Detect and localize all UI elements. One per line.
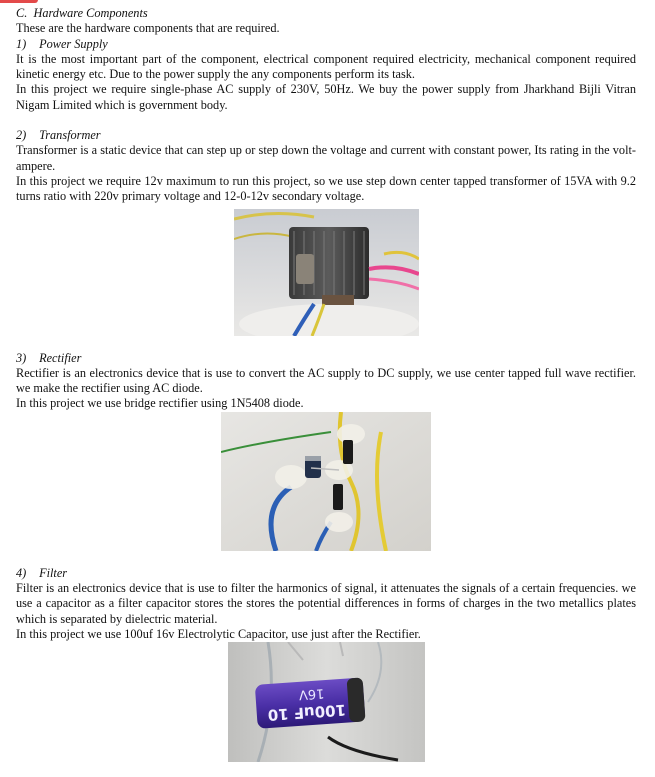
filter-heading: [16, 566, 636, 581]
rectifier-number: 3): [16, 350, 27, 365]
transformer-heading: [16, 128, 636, 143]
transformer-photo: [234, 209, 419, 336]
capacitor-label-capacitance: 100uF 10: [266, 700, 347, 725]
filter-paragraph-1: Filter is an electronics device that is use to filter the harmonics of signal, it attenuates the signals of a certain frequencies. we use a capacitor as a filter capacitor stores the stores the potential differences in forms of charges in the two metallics plates which is separated by dielectric material.: [16, 581, 636, 626]
section-heading: [16, 6, 636, 21]
transformer-paragraph-1: Transformer is a static device that can step up or step down the voltage and current with constant power, Its rating in the volt-ampere.: [16, 143, 636, 173]
power-supply-number: 1): [16, 36, 27, 51]
rectifier-heading: [16, 351, 636, 366]
power-supply-paragraph-2: In this project we require single-phase AC supply of 230V, 50Hz. We buy the power supply from Jharkhand Bijli Vitran Nigam Limited which is government body.: [16, 82, 636, 112]
capacitor-photo: [228, 642, 425, 762]
transformer-title: Transformer: [39, 128, 101, 143]
rectifier-paragraph-1: Rectifier is an electronics device that is use to convert the AC supply to DC supply, we use center tapped full wave rectifier. we make the rectifier using AC diode.: [16, 365, 636, 396]
intro-text: These are the hardware components that are required.: [16, 21, 280, 36]
top-accent-mark: [0, 0, 38, 3]
filter-number: 4): [16, 565, 27, 580]
filter-title: Filter: [39, 565, 68, 580]
capacitor-label-voltage: 16V: [297, 685, 325, 703]
power-supply-paragraph-1: It is the most important part of the component, electrical component required electricity, mechanical component required kinetic energy etc. Due to the power supply the any components perform its task.: [16, 51, 636, 82]
transformer-paragraph-2: In this project we require 12v maximum to run this project, so we use step down center tapped transformer of 15VA with 9.2 turns ratio with 220v primary voltage and 12-0-12v secondary voltage.: [16, 173, 636, 204]
filter-paragraph-2: In this project we use 100uf 16v Electrolytic Capacitor, use just after the Rectifier.: [16, 626, 421, 641]
section-label: C.: [16, 6, 28, 20]
power-supply-title: Power Supply: [39, 36, 108, 51]
document-page: [16, 6, 636, 762]
rectifier-title: Rectifier: [39, 350, 82, 365]
section-title: Hardware Components: [33, 6, 148, 20]
rectifier-paragraph-2: In this project we use bridge rectifier using 1N5408 diode.: [16, 396, 304, 411]
transformer-number: 2): [16, 128, 27, 143]
rectifier-photo: [221, 412, 431, 551]
power-supply-heading: [16, 37, 636, 52]
